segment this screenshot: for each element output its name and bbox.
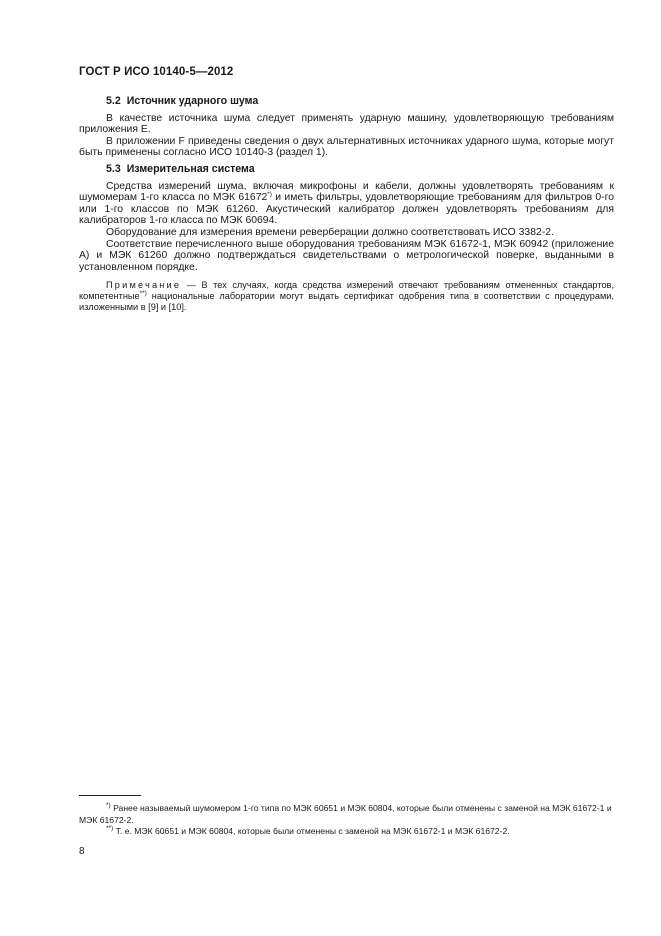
- paragraph: Соответствие перечисленного выше оборудования требованиям МЭК 61672-1, МЭК 60942 (приложение А) и МЭК 61260 должно подтверждаться свидетельствами о метрологической поверке, выданными в установленном порядке.: [79, 238, 614, 273]
- note: [79, 280, 614, 313]
- paragraph: В качестве источника шума следует применять ударную машину, удовлетворяющую требованиям приложения Е.: [79, 112, 614, 136]
- section-number: 5.3: [106, 162, 121, 175]
- section-5-3: [79, 164, 614, 273]
- paragraph-text: и иметь фильтры, удовлетворяющие требованиям для фильтров 0-го или 1-го классов по МЭК 61260. Акустический калибратор должен удовлетворять требованиям для калибраторов 1-го класса по МЭК 60694.: [79, 192, 614, 227]
- footnote-marker: *): [267, 191, 272, 199]
- section-title: Источник ударного шума: [126, 95, 259, 107]
- page-number: 8: [79, 846, 85, 857]
- footnote-text: Ранее называемый шумомером 1-го типа по МЭК 60651 и МЭК 60804, которые были отменены с заменой на МЭК 61672-1 и МЭК 61672-2.: [79, 803, 612, 825]
- footnote-text: Т. е. МЭК 60651 и МЭК 60804, которые были отменены с заменой на МЭК 61672-1 и МЭК 61672-2.: [113, 826, 510, 836]
- paragraph: В приложении F приведены сведения о двух альтернативных источниках ударного шума, которые могут быть применены согласно ИСО 10140-3 (раздел 1).: [79, 135, 614, 159]
- paragraph-text: Средства измерений шума, включая микрофоны и кабели, должны удовлетворять требованиям к шумомерам 1-го класса по МЭК 61672: [79, 180, 614, 204]
- document-body: [79, 96, 614, 313]
- footnote: [79, 803, 614, 826]
- footnote-divider: [79, 795, 141, 796]
- document-code: ГОСТ Р ИСО 10140-5—2012: [79, 66, 234, 78]
- footnote-mark: *): [106, 802, 111, 809]
- section-heading: [79, 96, 614, 108]
- footnote: [79, 826, 614, 838]
- footnotes: [79, 803, 614, 838]
- section-title: Измерительная система: [126, 162, 255, 175]
- section-heading: [79, 164, 614, 176]
- footnote-mark: **): [106, 825, 114, 832]
- section-number: 5.2: [106, 95, 121, 107]
- paragraph: [79, 181, 614, 227]
- footnote-marker: **): [139, 290, 147, 298]
- section-5-2: [79, 96, 614, 159]
- note-label: Примечание: [106, 280, 182, 291]
- paragraph: Оборудование для измерения времени реверберации должно соответствовать ИСО 3382-2.: [106, 226, 554, 238]
- note-text: — В тех случаях, когда средства измерений отвечают требованиям отмененных стандартов, компетентные: [79, 280, 614, 302]
- note-text: национальные лаборатории могут выдать сертификат одобрения типа в соответствии с процедурами, изложенными в [9] и [10].: [79, 291, 614, 313]
